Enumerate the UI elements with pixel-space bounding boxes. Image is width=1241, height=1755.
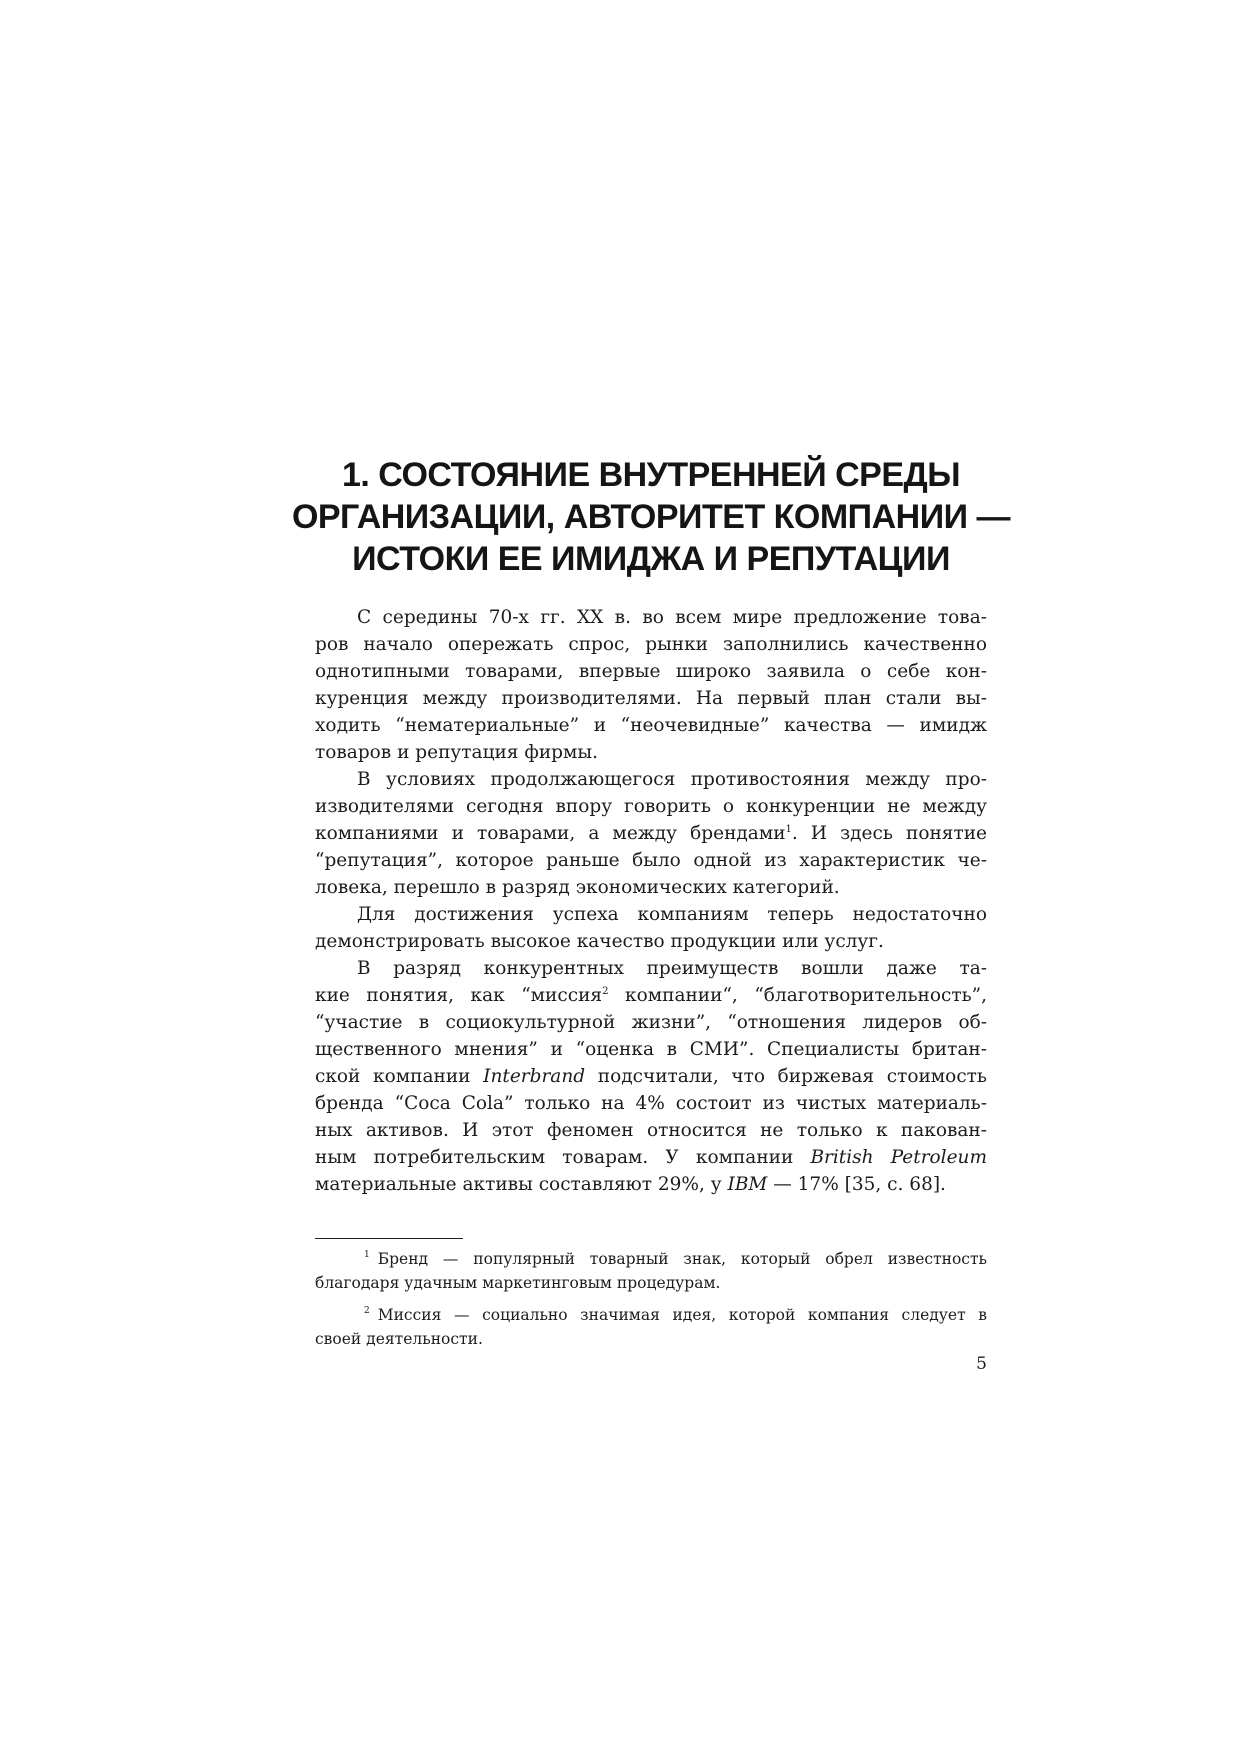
text-run: ской компании — [315, 1066, 484, 1087]
text-line: “участие в социокультурной жизни”, “отношения лидеров об- — [315, 1012, 987, 1033]
footnote-line: своей деятельности. — [315, 1330, 483, 1348]
text-run: подсчитали, что биржевая стоимость — [585, 1066, 987, 1087]
page-number: 5 — [976, 1354, 987, 1374]
footnote-number: 1 — [364, 1250, 370, 1260]
footnote-number: 2 — [364, 1306, 370, 1316]
company-name-italic: British Petroleum — [810, 1147, 987, 1168]
text-line: Для достижения успеха компаниям теперь недостаточно — [357, 904, 987, 925]
text-run: ным потребительским товарам. У компании — [315, 1147, 811, 1168]
text-line: ных активов. И этот феномен относится не только к пакован- — [315, 1120, 987, 1141]
text-run: Миссия — социально значимая идея, которой компания следует в — [377, 1306, 987, 1324]
text-line: В условиях продолжающегося противостояния между про- — [357, 769, 987, 790]
footnotes — [315, 1247, 987, 1351]
text-run: Бренд — популярный товарный знак, который обрел известность — [377, 1250, 987, 1268]
text-run: — 17% [35, с. 68]. — [767, 1174, 946, 1195]
text-run: кие понятия, как “миссия — [315, 985, 603, 1006]
company-name-italic: Interbrand — [483, 1066, 586, 1087]
chapter-title-line: 1. СОСТОЯНИЕ ВНУТРЕННЕЙ СРЕДЫ — [341, 456, 961, 494]
company-name-italic: IBM — [727, 1174, 768, 1195]
text-line: однотипными товарами, впервые широко заявила о себе кон- — [315, 661, 987, 682]
text-line: ров начало опережать спрос, рынки заполнились качественно — [315, 634, 987, 655]
footnote-line — [315, 1247, 987, 1271]
footnote-ref[interactable]: 1 — [785, 824, 792, 835]
footnote-line: благодаря удачным маркетинговым процедурам. — [315, 1274, 721, 1292]
footnote-ref[interactable]: 2 — [602, 986, 609, 997]
text-line — [315, 1063, 987, 1090]
footnote-divider — [315, 1238, 463, 1239]
text-line: В разряд конкурентных преимуществ вошли даже та- — [357, 958, 987, 979]
text-line — [315, 1144, 987, 1171]
text-line: С середины 70-х гг. XX в. во всем мире предложение това- — [357, 607, 987, 628]
text-line — [315, 1171, 987, 1198]
body-text — [315, 604, 987, 1198]
text-line — [315, 982, 987, 1009]
text-line: изводителями сегодня впору говорить о конкуренции не между — [315, 796, 987, 817]
book-page — [291, 0, 1011, 1755]
chapter-title-line: ИСТОКИ ЕЕ ИМИДЖА И РЕПУТАЦИИ — [352, 540, 950, 578]
text-line: щественного мнения” и “оценка в СМИ”. Специалисты британ- — [315, 1039, 987, 1060]
chapter-title — [290, 454, 1012, 580]
text-line: бренда “Coca Cola” только на 4% состоит из чистых материаль- — [315, 1093, 987, 1114]
text-run: материальные активы составляют 29%, у — [315, 1174, 728, 1195]
chapter-title-line: ОРГАНИЗАЦИИ, АВТОРИТЕТ КОМПАНИИ — — [291, 498, 1011, 536]
text-line: куренция между производителями. На первый план стали вы- — [315, 688, 987, 709]
text-line — [315, 820, 987, 847]
text-line: ходить “нематериальные” и “неочевидные” качества — имидж — [315, 715, 987, 736]
text-run: компаниями и товарами, а между брендами — [315, 823, 786, 844]
text-line: ловека, перешло в разряд экономических категорий. — [315, 877, 840, 898]
text-run: компании“, “благотворительность”, — [608, 985, 987, 1006]
text-line: демонстрировать высокое качество продукции или услуг. — [315, 931, 884, 952]
footnote-line — [315, 1303, 987, 1327]
text-line: товаров и репутация фирмы. — [315, 742, 599, 763]
text-line: “репутация”, которое раньше было одной из характеристик че- — [315, 850, 987, 871]
text-run: . И здесь понятие — [791, 823, 987, 844]
